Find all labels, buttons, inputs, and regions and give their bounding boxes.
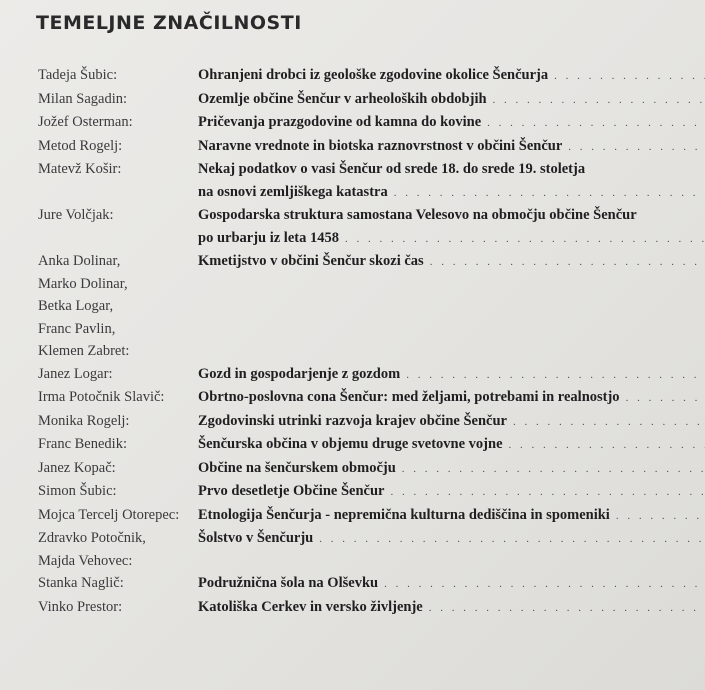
dot-leader [394, 182, 705, 205]
entry-authors [38, 457, 198, 480]
title-line [198, 204, 705, 227]
toc-entry [38, 480, 705, 504]
dot-leader [616, 505, 705, 528]
title-line [198, 386, 705, 410]
entry-authors [38, 433, 198, 456]
title-text: Gozd in gospodarjenje z gozdom [198, 365, 401, 382]
title-line [198, 227, 705, 251]
entry-title [198, 504, 705, 528]
dot-leader [568, 136, 705, 159]
title-text: Podružnična šola na Olševku [198, 575, 379, 591]
title-text: Obrtno-poslovna cona Šenčur: med željami, potrebami in realnostjo [198, 389, 620, 405]
author-name: Janez Kopač: [38, 459, 116, 476]
entry-title [198, 480, 705, 504]
title-line [198, 527, 705, 551]
dot-leader [402, 458, 705, 481]
author-name: Betka Logar, [38, 298, 114, 314]
entry-title [198, 596, 705, 620]
toc-entry [38, 363, 705, 387]
title-text: Pričevanja prazgodovine od kamna do kovine [198, 114, 482, 130]
toc-entry [38, 410, 705, 434]
title-text: na osnovi zemljiškega katastra [198, 183, 388, 200]
title-line [198, 596, 705, 620]
entry-authors [38, 572, 198, 595]
title-text: Gospodarska struktura samostana Velesovo na območju občine Šenčur [198, 207, 637, 223]
dot-leader [406, 364, 705, 387]
author-name: Simon Šubic: [38, 483, 117, 499]
entry-title [198, 410, 705, 434]
title-line [198, 410, 705, 434]
title-line [198, 433, 705, 457]
title-line [198, 181, 705, 205]
entry-title [198, 527, 705, 551]
author-name: Marko Dolinar, [38, 275, 128, 292]
entry-authors [38, 111, 198, 134]
author-name: Stanka Naglič: [38, 575, 124, 591]
entry-authors [38, 596, 198, 619]
dot-leader [554, 65, 705, 88]
title-text: Ozemlje občine Šenčur v arheoloških obdobjih [198, 90, 487, 107]
entry-title [198, 250, 705, 274]
author-name: Franc Pavlin, [38, 320, 116, 337]
entry-authors [38, 504, 198, 527]
dot-leader [390, 481, 705, 504]
entry-title [198, 457, 705, 481]
author-name: Monika Rogelj: [38, 412, 130, 429]
entry-title [198, 204, 705, 250]
author-name: Metod Rogelj: [38, 137, 123, 154]
dot-leader [345, 228, 705, 251]
toc-entry [38, 572, 705, 596]
entry-title [198, 572, 705, 596]
toc-entry [38, 88, 705, 112]
dot-leader [513, 411, 705, 434]
title-text: Kmetijstvo v občini Šenčur skozi čas [198, 253, 424, 269]
author-name: Irma Potočnik Slavič: [38, 389, 165, 405]
title-text: po urbarju iz leta 1458 [198, 229, 339, 246]
title-text: Etnologija Šenčurja - nepremična kulturna dediščina in spomeniki [198, 506, 610, 523]
dot-leader [384, 573, 705, 596]
author-name: Jure Volčjak: [38, 207, 114, 223]
entry-authors [38, 135, 198, 158]
dot-leader [319, 528, 705, 551]
title-text: Katoliška Cerkev in versko življenje [198, 598, 423, 615]
title-text: Nekaj podatkov o vasi Šenčur od srede 18. do srede 19. stoletja [198, 161, 586, 177]
entry-title [198, 64, 705, 88]
dot-leader [509, 434, 705, 457]
title-line [198, 572, 705, 596]
title-line [198, 88, 705, 112]
title-text: Ohranjeni drobci iz geološke zgodovine okolice Šenčurja [198, 67, 549, 83]
toc-entry [38, 457, 705, 481]
toc-entry [38, 527, 705, 572]
author-name: Zdravko Potočnik, [38, 530, 146, 546]
entry-title [198, 88, 705, 112]
dot-leader [493, 89, 705, 112]
toc-entry [38, 158, 705, 204]
toc-entry [38, 386, 705, 410]
entry-authors [38, 527, 198, 572]
dot-leader [487, 112, 705, 135]
title-line [198, 135, 705, 159]
table-of-contents [38, 64, 705, 619]
entry-title [198, 135, 705, 159]
entry-authors [38, 410, 198, 433]
dot-leader [429, 597, 705, 620]
title-line [198, 111, 705, 135]
title-line [198, 64, 705, 88]
title-text: Zgodovinski utrinki razvoja krajev občine Šenčur [198, 412, 507, 429]
title-line [198, 504, 705, 528]
toc-entry [38, 250, 705, 363]
author-name: Matevž Košir: [38, 161, 122, 177]
entry-authors [38, 204, 198, 227]
toc-entry [38, 433, 705, 457]
title-text: Prvo desetletje Občine Šenčur [198, 483, 385, 499]
entry-authors [38, 363, 198, 386]
title-line [198, 457, 705, 481]
title-text: Občine na šenčurskem območju [198, 459, 396, 476]
entry-authors [38, 386, 198, 409]
author-name: Klemen Zabret: [38, 343, 130, 359]
toc-entry [38, 64, 705, 88]
entry-title [198, 386, 705, 410]
title-text: Šenčurska občina v objemu druge svetovne vojne [198, 436, 503, 452]
author-name: Milan Sagadin: [38, 90, 128, 107]
entry-authors [38, 250, 198, 363]
toc-entry [38, 111, 705, 135]
dot-leader [626, 387, 705, 410]
entry-authors [38, 158, 198, 181]
author-name: Mojca Tercelj Otorepec: [38, 506, 180, 523]
title-text: Naravne vrednote in biotska raznovrstnost v občini Šenčur [198, 137, 563, 154]
author-name: Jožef Osterman: [38, 114, 133, 130]
entry-title [198, 433, 705, 457]
section-heading: TEMELJNE ZNAČILNOSTI [36, 12, 302, 34]
toc-entry [38, 135, 705, 159]
title-line [198, 480, 705, 504]
title-line [198, 363, 705, 387]
entry-authors [38, 64, 198, 87]
entry-authors [38, 88, 198, 111]
title-text: Šolstvo v Šenčurju [198, 530, 314, 546]
author-name: Franc Benedik: [38, 436, 127, 452]
dot-leader [430, 251, 705, 274]
toc-entry [38, 596, 705, 620]
toc-entry [38, 504, 705, 528]
author-name: Janez Logar: [38, 365, 113, 382]
title-line [198, 158, 705, 181]
entry-authors [38, 480, 198, 503]
title-line [198, 250, 705, 274]
author-name: Tadeja Šubic: [38, 67, 118, 83]
entry-title [198, 158, 705, 204]
entry-title [198, 363, 705, 387]
author-name: Anka Dolinar, [38, 253, 121, 269]
author-name: Vinko Prestor: [38, 598, 123, 615]
author-name: Majda Vehovec: [38, 552, 133, 569]
entry-title [198, 111, 705, 135]
toc-entry [38, 204, 705, 250]
